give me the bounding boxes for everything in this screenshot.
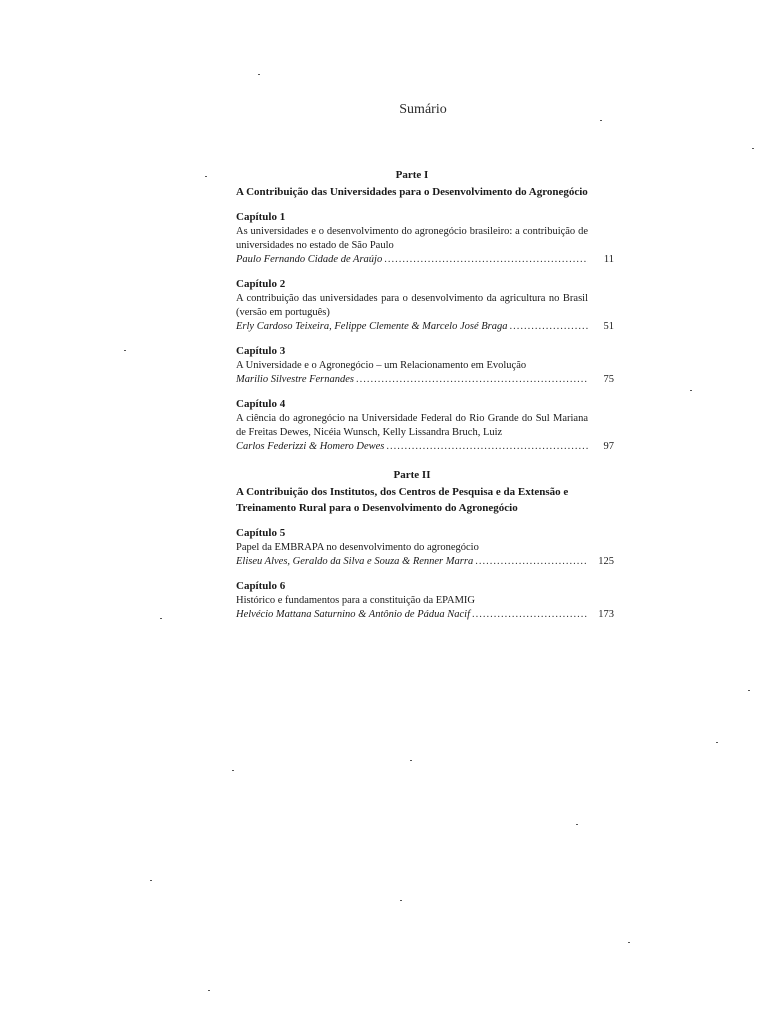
chapter-label: Capítulo 4 (236, 398, 286, 410)
dot-leader (475, 555, 588, 569)
author-row (236, 320, 614, 334)
chapter-entry (236, 343, 614, 387)
scan-speck (160, 618, 162, 619)
chapter-title: Papel da EMBRAPA no desenvolvimento do agronegócio (236, 542, 479, 553)
chapter-title: Histórico e fundamentos para a constituição da EPAMIG (236, 595, 476, 606)
chapter-authors: Erly Cardoso Teixeira, Felippe Clemente & Marcelo José Braga (236, 321, 508, 332)
author-row (236, 440, 614, 454)
scan-speck (205, 176, 207, 177)
part-label: Parte I (395, 169, 429, 181)
chapter-title: As universidades e o desenvolvimento do agronegócio brasileiro: a contribuição de universidades no estado de São Paulo (236, 226, 588, 251)
page-number: 97 (603, 441, 614, 452)
chapter-entry (236, 276, 614, 334)
scan-speck (600, 120, 602, 121)
chapter-entry (236, 396, 614, 454)
chapter-authors: Eliseu Alves, Geraldo da Silva e Souza & Renner Marra (236, 556, 474, 567)
author-row (236, 608, 614, 622)
chapter-title: A contribuição das universidades para o desenvolvimento da agricultura no Brasil (versão em português) (236, 293, 588, 318)
chapter-label: Capítulo 3 (236, 345, 286, 357)
chapter-authors: Carlos Federizzi & Homero Dewes (236, 441, 385, 452)
scan-speck (628, 942, 630, 943)
chapter-entry (236, 209, 614, 267)
table-of-contents (236, 168, 614, 622)
scan-speck (232, 770, 234, 771)
page-number: 75 (603, 374, 614, 385)
chapter-entry (236, 578, 614, 622)
chapter-authors: Paulo Fernando Cidade de Araújo (236, 254, 383, 265)
page-number: 51 (603, 321, 614, 332)
page-number: 125 (598, 556, 614, 567)
scan-speck (124, 350, 126, 351)
dot-leader (356, 373, 588, 387)
chapter-label: Capítulo 6 (236, 580, 286, 592)
chapter-label: Capítulo 1 (236, 211, 286, 223)
scan-speck (716, 742, 718, 743)
author-row (236, 555, 614, 569)
part-title: A Contribuição das Universidades para o Desenvolvimento do Agronegócio (236, 186, 588, 198)
part-title: A Contribuição dos Institutos, dos Centros de Pesquisa e da Extensão e Treinamento Rural para o Desenvolvimento do Agronegócio (236, 486, 569, 514)
scan-speck (208, 990, 210, 991)
chapter-authors: Marilio Silvestre Fernandes (236, 374, 355, 385)
part-2 (236, 468, 614, 622)
scan-speck (258, 74, 260, 75)
page-title: Sumário (399, 102, 447, 117)
page-number: 11 (603, 254, 614, 265)
chapter-label: Capítulo 2 (236, 278, 286, 290)
dot-leader (386, 440, 588, 454)
chapter-authors: Helvécio Mattana Saturnino & Antônio de Pádua Nacif (236, 609, 470, 620)
scan-speck (150, 880, 152, 881)
dot-leader (510, 320, 589, 334)
chapter-title: A ciência do agronegócio na Universidade Federal do Rio Grande do Sul Mariana de Freitas Dewes, Nicéia Wunsch, Kelly Lissandra Bruch, Luiz (236, 413, 588, 438)
dot-leader (384, 253, 588, 267)
page-number: 173 (598, 609, 614, 620)
author-row (236, 253, 614, 267)
scan-speck (690, 390, 692, 391)
scan-speck (400, 900, 402, 901)
scan-speck (576, 824, 578, 825)
scan-speck (752, 148, 754, 149)
chapter-label: Capítulo 5 (236, 527, 286, 539)
chapter-title: A Universidade e o Agronegócio – um Relacionamento em Evolução (236, 360, 527, 371)
chapter-entry (236, 525, 614, 569)
scan-speck (748, 690, 750, 691)
author-row (236, 373, 614, 387)
part-1 (236, 168, 614, 454)
part-label: Parte II (393, 469, 431, 481)
dot-leader (472, 608, 588, 622)
scan-speck (410, 760, 412, 761)
